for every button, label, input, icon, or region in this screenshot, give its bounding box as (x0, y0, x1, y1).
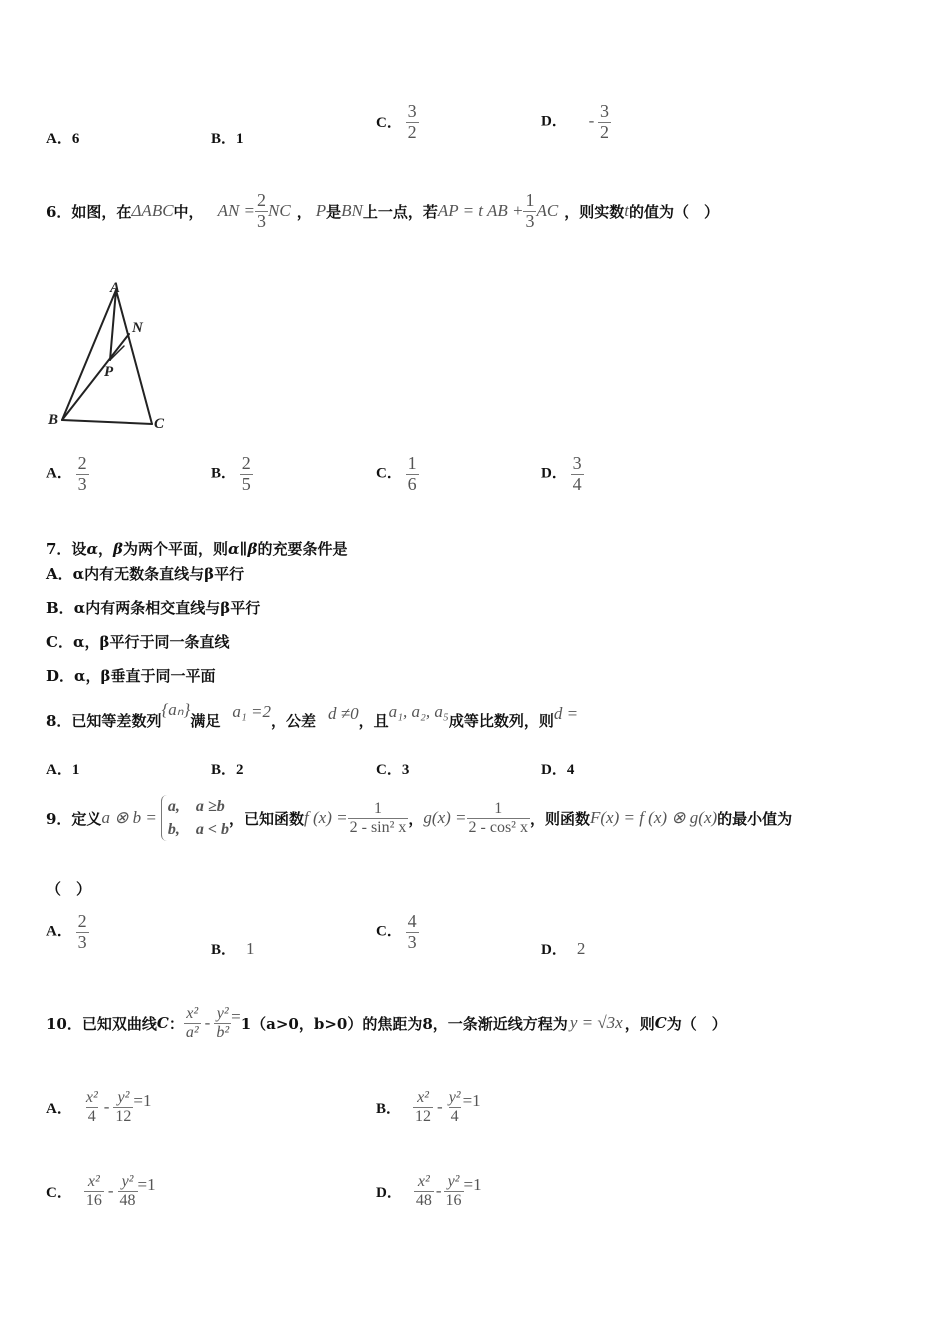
q9-option-b[interactable] (211, 938, 255, 959)
stem-text: 为两个平面，则 (122, 540, 228, 558)
d-not-zero: d ≠0 (328, 704, 359, 723)
fraction: $\frac{4}{3}$ (407, 911, 417, 952)
label-n: N (132, 320, 143, 336)
option-text: α，β垂直于同一平面 (74, 667, 216, 685)
option-value: 4 (566, 762, 575, 778)
equals-one: =1 (133, 1091, 152, 1110)
stem-text: ，则 (624, 1014, 655, 1033)
fraction-two-thirds: $\frac{2}{3}$ (257, 189, 267, 231)
vector-ac: AC (536, 201, 559, 220)
fraction-y: $\frac{\text{y²}}{4}$ (448, 1088, 461, 1125)
option-letter: D． (46, 667, 75, 685)
case-2: b, a < b (167, 821, 230, 838)
option-value: 6 (71, 131, 80, 147)
label-b: B (48, 412, 59, 428)
edge-ac (116, 290, 152, 424)
option-value: 1 (246, 939, 255, 958)
vector-nc: NC (268, 201, 291, 220)
q9-option-c[interactable] (376, 912, 419, 953)
option-value: 2 (576, 939, 586, 958)
option-value: 3 (401, 762, 410, 778)
q6-option-a[interactable] (46, 454, 89, 495)
function-f: f (x) = (304, 808, 348, 827)
equals-one: =1 (463, 1175, 482, 1194)
q7-stem (46, 538, 347, 559)
stem-text: 的最小值为 (717, 809, 793, 828)
option-text: α，β平行于同一条直线 (72, 633, 230, 651)
q7-option-a[interactable] (46, 563, 244, 584)
q9-option-d[interactable] (541, 938, 585, 959)
alpha: α (86, 540, 98, 558)
minus-sign: - (103, 1097, 110, 1116)
fraction-y2-b2: $\frac{\text{y²}}{\text{b²}}$ (216, 1004, 230, 1041)
sequence-an: {aₙ} (161, 700, 191, 719)
q10-option-d[interactable] (376, 1166, 482, 1216)
equals-one: =1 (137, 1175, 156, 1194)
option-value: 1 (71, 762, 80, 778)
curve-c: C (156, 1014, 169, 1032)
triangle-figure (44, 276, 174, 436)
option-letter: D． (541, 113, 567, 130)
q6-stem (46, 186, 719, 236)
question-number: 6．如图，在 (46, 202, 132, 221)
curve-c: C (654, 1014, 667, 1032)
option-letter: C． (376, 923, 402, 940)
stem-text: ，则实数 (564, 202, 625, 221)
question-number: 8．已知等差数列 (46, 711, 162, 730)
a1-equals-2: a₁ =2 (232, 702, 271, 721)
piecewise-cases (161, 795, 229, 841)
q8-option-c[interactable] (376, 758, 409, 779)
fraction-g: $\frac{1}{\text{2 - cos² x}}$ (468, 799, 528, 836)
q8-option-b[interactable] (211, 758, 244, 779)
option-letter: B． (376, 1100, 402, 1117)
parallel-relation: α∥β (227, 540, 258, 558)
minus-sign: - (588, 110, 595, 130)
option-letter: B． (46, 599, 74, 617)
vector-ap: AP = t AB + (437, 201, 524, 220)
equals-one: =1 (462, 1091, 481, 1110)
operator-definition: a ⊗ b = (101, 808, 157, 827)
question-number: 7．设 (46, 540, 87, 558)
option-letter: C． (376, 114, 402, 131)
fraction: $\frac{2}{5}$ (241, 453, 251, 494)
q10-option-b[interactable] (376, 1082, 481, 1132)
q9-option-a[interactable] (46, 912, 89, 953)
q5-option-d[interactable] (541, 102, 611, 143)
q6-option-b[interactable] (211, 454, 253, 495)
stem-text: ，则函数 (529, 809, 590, 828)
fraction-one-third: $\frac{1}{3}$ (525, 189, 535, 231)
fraction: $\frac{2}{3}$ (77, 911, 87, 952)
stem-text: 的充要条件是 (257, 540, 348, 558)
option-letter: A． (46, 1100, 72, 1117)
fraction-x: $\frac{\text{x²}}{4}$ (85, 1088, 98, 1125)
minus-sign: - (435, 1181, 442, 1200)
option-letter: C． (376, 465, 402, 482)
q7-option-b[interactable] (46, 597, 260, 618)
option-letter: B． (211, 131, 237, 147)
q8-stem (46, 702, 578, 738)
stem-text: ，已知函数 (229, 809, 305, 828)
q6-option-d[interactable] (541, 454, 584, 495)
d-equals: d = (553, 704, 579, 723)
stem-text: ， (97, 540, 113, 558)
option-letter: A． (46, 565, 73, 583)
q10-option-c[interactable] (46, 1166, 156, 1216)
option-letter: A． (46, 465, 72, 482)
q8-option-d[interactable] (541, 758, 574, 779)
stem-text: 上一点，若 (362, 202, 438, 221)
fraction-x: $\frac{\text{x²}}{12}$ (415, 1088, 432, 1125)
fraction: $\frac{3}{2}$ (407, 101, 417, 142)
stem-text: 的值为（ ） (628, 202, 719, 221)
option-text: α内有两条相交直线与β平行 (73, 599, 261, 617)
point-p: P (315, 201, 327, 220)
fraction-y: $\frac{\text{y²}}{16}$ (445, 1172, 462, 1209)
stem-text: ： (168, 1014, 184, 1033)
terms-a1-a2-a5: a₁, a₂, a₅ (388, 702, 449, 721)
option-letter: D． (541, 465, 567, 482)
asymptote-equation: y = √3x (569, 1013, 623, 1032)
option-letter: C． (46, 633, 73, 651)
beta: β (113, 540, 123, 558)
answer-paren: （ ） (46, 880, 92, 898)
option-letter: B． (211, 465, 237, 482)
fraction-x2-a2: $\frac{\text{x²}}{\text{a²}}$ (185, 1004, 199, 1041)
option-letter: D． (376, 1184, 402, 1201)
stem-text: ， (296, 202, 312, 221)
q10-option-a[interactable] (46, 1082, 152, 1132)
option-letter: D． (541, 942, 567, 958)
option-value: 2 (236, 762, 244, 778)
q9-stem (46, 790, 792, 846)
q7-option-d[interactable] (46, 665, 216, 686)
fraction-x: $\frac{\text{x²}}{48}$ (415, 1172, 432, 1209)
minus-sign: - (107, 1181, 114, 1200)
fraction: $\frac{2}{3}$ (77, 453, 87, 494)
question-number: 10．已知双曲线 (46, 1014, 157, 1033)
stem-text: 中， (173, 202, 204, 221)
edge-bc (62, 420, 152, 424)
minus-sign: - (437, 1097, 443, 1116)
function-capital-f: F(x) = f (x) ⊗ g(x) (589, 808, 718, 827)
option-value: 1 (236, 131, 244, 147)
option-letter: C． (376, 762, 402, 778)
fraction-y: $\frac{\text{y²}}{48}$ (119, 1172, 136, 1209)
label-c: C (154, 416, 165, 432)
fraction: $\frac{3}{2}$ (600, 101, 610, 142)
option-letter: A． (46, 131, 72, 147)
option-letter: D． (541, 762, 567, 778)
option-letter: B． (211, 762, 237, 778)
vector-an: AN = (217, 201, 256, 220)
q8-option-a[interactable] (46, 758, 79, 779)
label-p: P (104, 364, 114, 380)
q5-option-c[interactable] (376, 102, 419, 143)
fraction: $\frac{1}{6}$ (407, 453, 417, 494)
stem-text: 为（ ） (666, 1014, 727, 1033)
stem-text: 成等比数列，则 (448, 711, 554, 730)
case-1: a, a ≥b (167, 797, 225, 815)
triangle-abc: ΔABC (131, 201, 174, 220)
option-text: α内有无数条直线与β平行 (72, 565, 245, 583)
stem-text: 1（a>0，b>0）的焦距为8，一条渐近线方程为 (240, 1014, 568, 1033)
option-letter: A． (46, 923, 72, 940)
stem-text: 是 (326, 202, 342, 221)
segment-bn-line (62, 334, 129, 420)
option-letter: B． (211, 942, 237, 958)
fraction-f: $\frac{1}{\text{2 - sin² x}}$ (349, 799, 407, 836)
fraction-x: $\frac{\text{x²}}{16}$ (85, 1172, 102, 1209)
option-letter: A． (46, 762, 72, 778)
q7-option-c[interactable] (46, 631, 229, 652)
q5-option-a[interactable] (46, 127, 79, 148)
equals-sign: = (231, 1007, 241, 1026)
stem-text: 满足 (190, 711, 221, 730)
variable-t: t (624, 201, 629, 220)
q5-option-b[interactable] (211, 127, 244, 148)
option-letter: C． (46, 1184, 72, 1201)
q10-stem (46, 996, 727, 1050)
question-number: 9．定义 (46, 809, 102, 828)
q6-option-c[interactable] (376, 454, 419, 495)
label-a: A (110, 280, 121, 296)
function-g: g(x) = (423, 808, 467, 827)
fraction-y: $\frac{\text{y²}}{12}$ (115, 1088, 132, 1125)
minus-sign: - (204, 1013, 211, 1032)
fraction: $\frac{3}{4}$ (572, 453, 582, 494)
stem-text: ， (408, 809, 424, 828)
stem-text: ，且 (358, 711, 389, 730)
segment-bn: BN (341, 201, 363, 220)
stem-text: ，公差 (270, 711, 316, 730)
edge-ab (62, 290, 116, 420)
